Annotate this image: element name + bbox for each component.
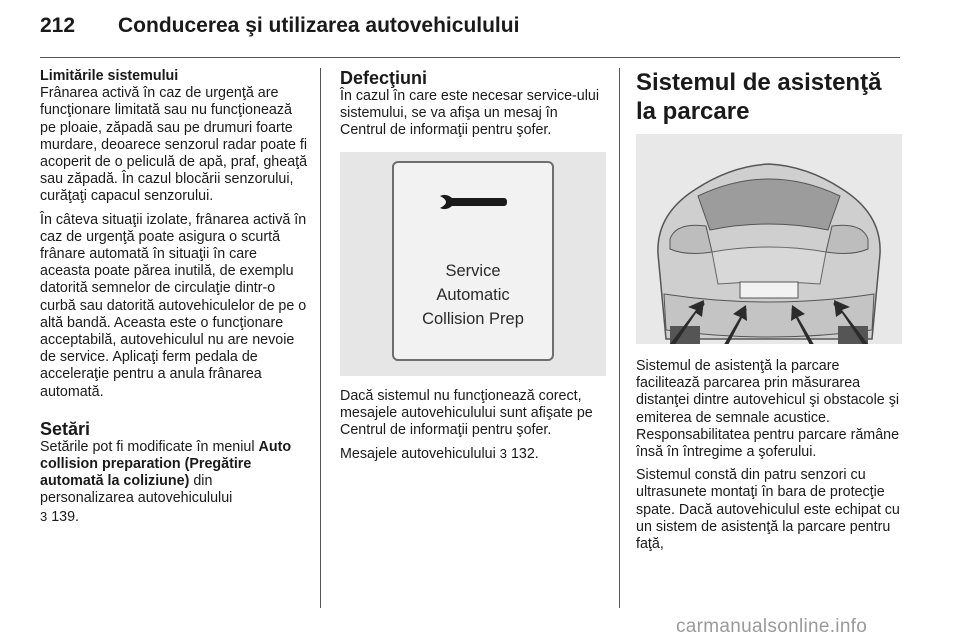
vehicle-messages-text: Mesajele autovehiculului — [340, 446, 500, 463]
driver-info-display — [392, 161, 554, 361]
parking-paragraph-1: Sistemul de asistenţă la parcare facilitează parcarea prin măsurarea distanţei dintre autovehicul şi obstacole şi emiterea de semnale acustice. Responsabilitatea pentru parcare rămâne însă în întregime a şoferului. — [636, 358, 900, 461]
page-number: 212 — [40, 14, 76, 37]
header-rule — [40, 57, 900, 58]
settings-heading: Setări — [40, 418, 91, 439]
car-rear-figure — [636, 134, 902, 344]
service-line-3: Collision Prep — [422, 309, 524, 328]
column-2 — [340, 68, 606, 469]
page-ref-arrow-icon: 3 — [40, 508, 48, 524]
limits-heading: Limitările sistemului — [40, 68, 179, 84]
column-3 — [636, 68, 902, 559]
column-1 — [40, 68, 308, 532]
fault-heading: Defecţiuni — [340, 68, 428, 88]
watermark: carmanualsonline.info — [676, 616, 868, 637]
service-line-2: Automatic — [436, 285, 510, 304]
settings-text-post: din personalizarea autovehiculului — [40, 473, 233, 507]
fault-paragraph-3 — [340, 445, 606, 463]
column-divider-2 — [619, 68, 620, 608]
settings-paragraph — [40, 439, 308, 526]
page-reference[interactable]: 139. — [47, 508, 80, 525]
page-reference[interactable]: 132. — [506, 446, 539, 463]
driver-info-display-figure — [340, 152, 606, 376]
parking-assist-heading: Sistemul de asistenţă la parcare — [636, 69, 882, 125]
fault-paragraph-1: În cazul în care este necesar service-ului sistemului, se va afişa un mesaj în Centrul de informaţii pentru şofer. — [340, 88, 600, 139]
page-header — [40, 14, 920, 44]
wrench-icon — [438, 193, 508, 215]
service-line-1: Service — [445, 261, 501, 280]
page-ref-arrow-icon: 3 — [499, 446, 507, 462]
car-rear-illustration — [636, 134, 902, 344]
parking-paragraph-2: Sistemul constă din patru senzori cu ultrasunete montaţi în bara de protecţie spate. Dacă autovehiculul este echipat cu un sistem de asistenţă la parcare pentru faţă, — [636, 467, 900, 553]
fault-paragraph-2: Dacă sistemul nu funcţionează corect, mesajele autovehiculului sunt afişate pe Centrul de informaţii pentru şofer. — [340, 387, 593, 439]
column-divider-1 — [320, 68, 321, 608]
settings-text: Setările pot fi modificate în meniul — [40, 438, 259, 455]
service-message — [394, 259, 552, 331]
limits-paragraph-2: În câteva situaţii izolate, frânarea activă în caz de urgenţă poate asigura o scurtă frânare automată în situaţii în care aceasta poate părea inutilă, de exemplu datorită semnelor de circulaţie dintr-o curbă sau datorită autovehiculelor de pe o altă bandă. Aceasta este o funcţionare acceptabilă, autovehiculul nu are nevoie de service. Aplicaţi ferm pedala de acceleraţie pentru a anula frânarea automată. — [40, 211, 307, 400]
limits-paragraph-1: Frânarea activă în caz de urgenţă are funcţionare limitată sau nu funcţionează pe ploaie, zăpadă sau pe drumuri foarte murdare, deoarece senzorul radar poate fi acoperit de o peliculă de apă, praf, gheaţă sau zăpadă. În cazul blocării senzorului, curăţaţi capacul senzorului. — [40, 85, 308, 205]
page-title: Conducerea şi utilizarea autovehiculului — [118, 14, 520, 37]
menu-item-name: Auto collision preparation (Pregătire automată la coliziune) — [40, 438, 292, 490]
